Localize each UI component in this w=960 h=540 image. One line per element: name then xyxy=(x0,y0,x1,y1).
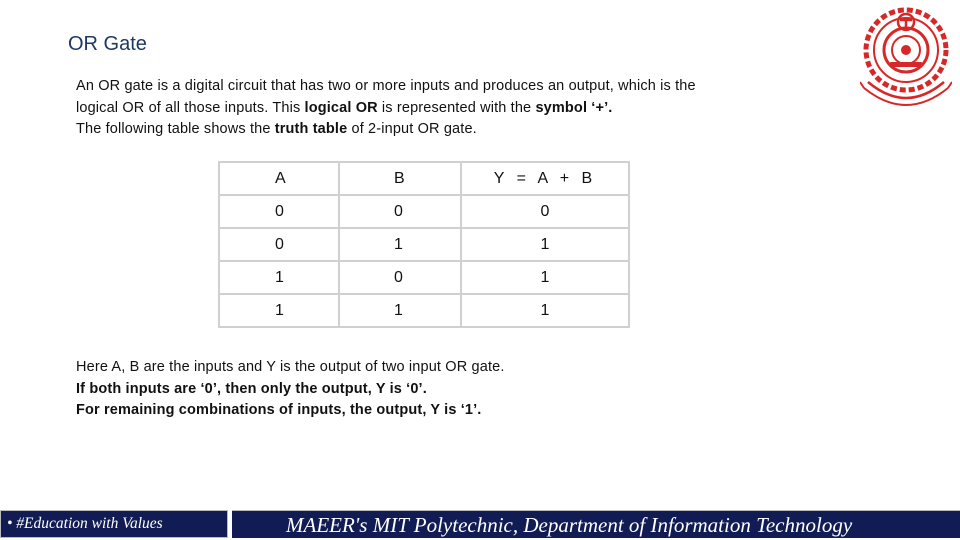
truth-table xyxy=(218,161,630,328)
footer-bar xyxy=(0,510,960,540)
table-cell: 1 xyxy=(219,294,339,327)
institute-seal-logo xyxy=(860,2,952,120)
intro-paragraph xyxy=(76,76,796,141)
table-header-y: Y = A + B xyxy=(461,162,629,195)
intro-text: of 2-input OR gate. xyxy=(347,121,477,137)
notes-line-3: For remaining combinations of inputs, the output, Y is ‘1’. xyxy=(76,402,482,418)
intro-line-3 xyxy=(76,119,796,141)
table-cell: 0 xyxy=(219,195,339,228)
table-row xyxy=(219,261,629,294)
table-cell: 1 xyxy=(339,228,461,261)
intro-bold-symbol: symbol ‘+’. xyxy=(535,99,613,116)
table-header-a: A xyxy=(219,162,339,195)
intro-text: is represented with the xyxy=(377,99,536,116)
slide-title: OR Gate xyxy=(68,33,147,55)
table-cell: 1 xyxy=(461,261,629,294)
notes-line-2: If both inputs are ‘0’, then only the output, Y is ‘0’. xyxy=(76,380,427,397)
table-row xyxy=(219,195,629,228)
intro-line-2 xyxy=(76,98,796,120)
table-cell: 0 xyxy=(339,195,461,228)
table-cell: 0 xyxy=(461,195,629,228)
intro-text: The following table shows the xyxy=(76,121,275,137)
table-cell: 1 xyxy=(461,228,629,261)
table-header-b: B xyxy=(339,162,461,195)
footer-institute-name: MAEER's MIT Polytechnic, Department of Information Technology xyxy=(232,510,960,538)
intro-bold-logical-or: logical OR xyxy=(304,99,378,116)
table-cell: 1 xyxy=(461,294,629,327)
intro-text: logical OR of all those inputs. This xyxy=(76,99,305,116)
notes-paragraph xyxy=(76,357,796,422)
footer-tagline: • #Education with Values xyxy=(0,510,228,538)
table-header-row xyxy=(219,162,629,195)
notes-line-1: Here A, B are the inputs and Y is the output of two input OR gate. xyxy=(76,359,505,375)
table-cell: 0 xyxy=(219,228,339,261)
table-cell: 1 xyxy=(219,261,339,294)
intro-bold-truth-table: truth table xyxy=(274,121,348,137)
table-cell: 1 xyxy=(339,294,461,327)
table-row xyxy=(219,228,629,261)
intro-line-1: An OR gate is a digital circuit that has two or more inputs and produces an output, which is the xyxy=(76,78,696,94)
table-row xyxy=(219,294,629,327)
table-cell: 0 xyxy=(339,261,461,294)
